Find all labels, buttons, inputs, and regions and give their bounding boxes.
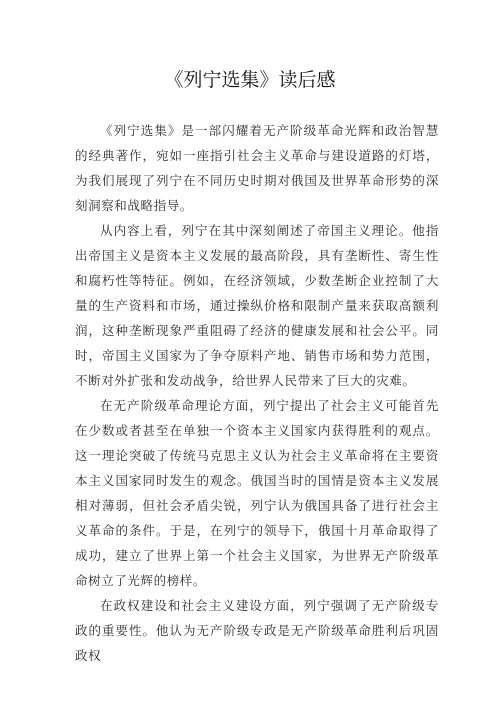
paragraph-3: 在无产阶级革命理论方面，列宁提出了社会主义可能首先在少数或者甚至在单独一个资本主义国家内获得胜利的观点。这一理论突破了传统马克思主义认为社会主义革命将在主要资本主义国家同时发生的观念。俄国当时的国情是资本主义发展相对薄弱，但社会矛盾尖锐，列宁认为俄国具备了进行社会主义革命的条件。于是，在列宁的领导下，俄国十月革命取得了成功，建立了世界上第一个社会主义国家，为世界无产阶级革命树立了光辉的榜样。 [75, 398, 439, 588]
paragraph-2: 从内容上看，列宁在其中深刻阐述了帝国主义理论。他指出帝国主义是资本主义发展的最高阶段，具有垄断性、寄生性和腐朽性等特征。例如，在经济领域，少数垄断企业控制了大量的生产资料和市场，通过操纵价格和限制产量来获取高额利润，这种垄断现象严重阻碍了经济的健康发展和社会公平。同时，帝国主义国家为了争夺原料产地、销售市场和势力范围，不断对外扩张和发动战争，给世界人民带来了巨大的灾难。 [75, 223, 439, 388]
paragraph-1: 《列宁选集》是一部闪耀着无产阶级革命光辉和政治智慧的经典著作，宛如一座指引社会主义革命与建设道路的灯塔，为我们展现了列宁在不同历史时期对俄国及世界革命形势的深刻洞察和战略指导。 [75, 123, 439, 213]
document-body [75, 118, 439, 668]
document-title: 《列宁选集》读后感 [164, 69, 336, 91]
paragraph-4: 在政权建设和社会主义建设方面，列宁强调了无产阶级专政的重要性。他认为无产阶级专政是无产阶级革命胜利后巩固政权 [75, 598, 439, 663]
